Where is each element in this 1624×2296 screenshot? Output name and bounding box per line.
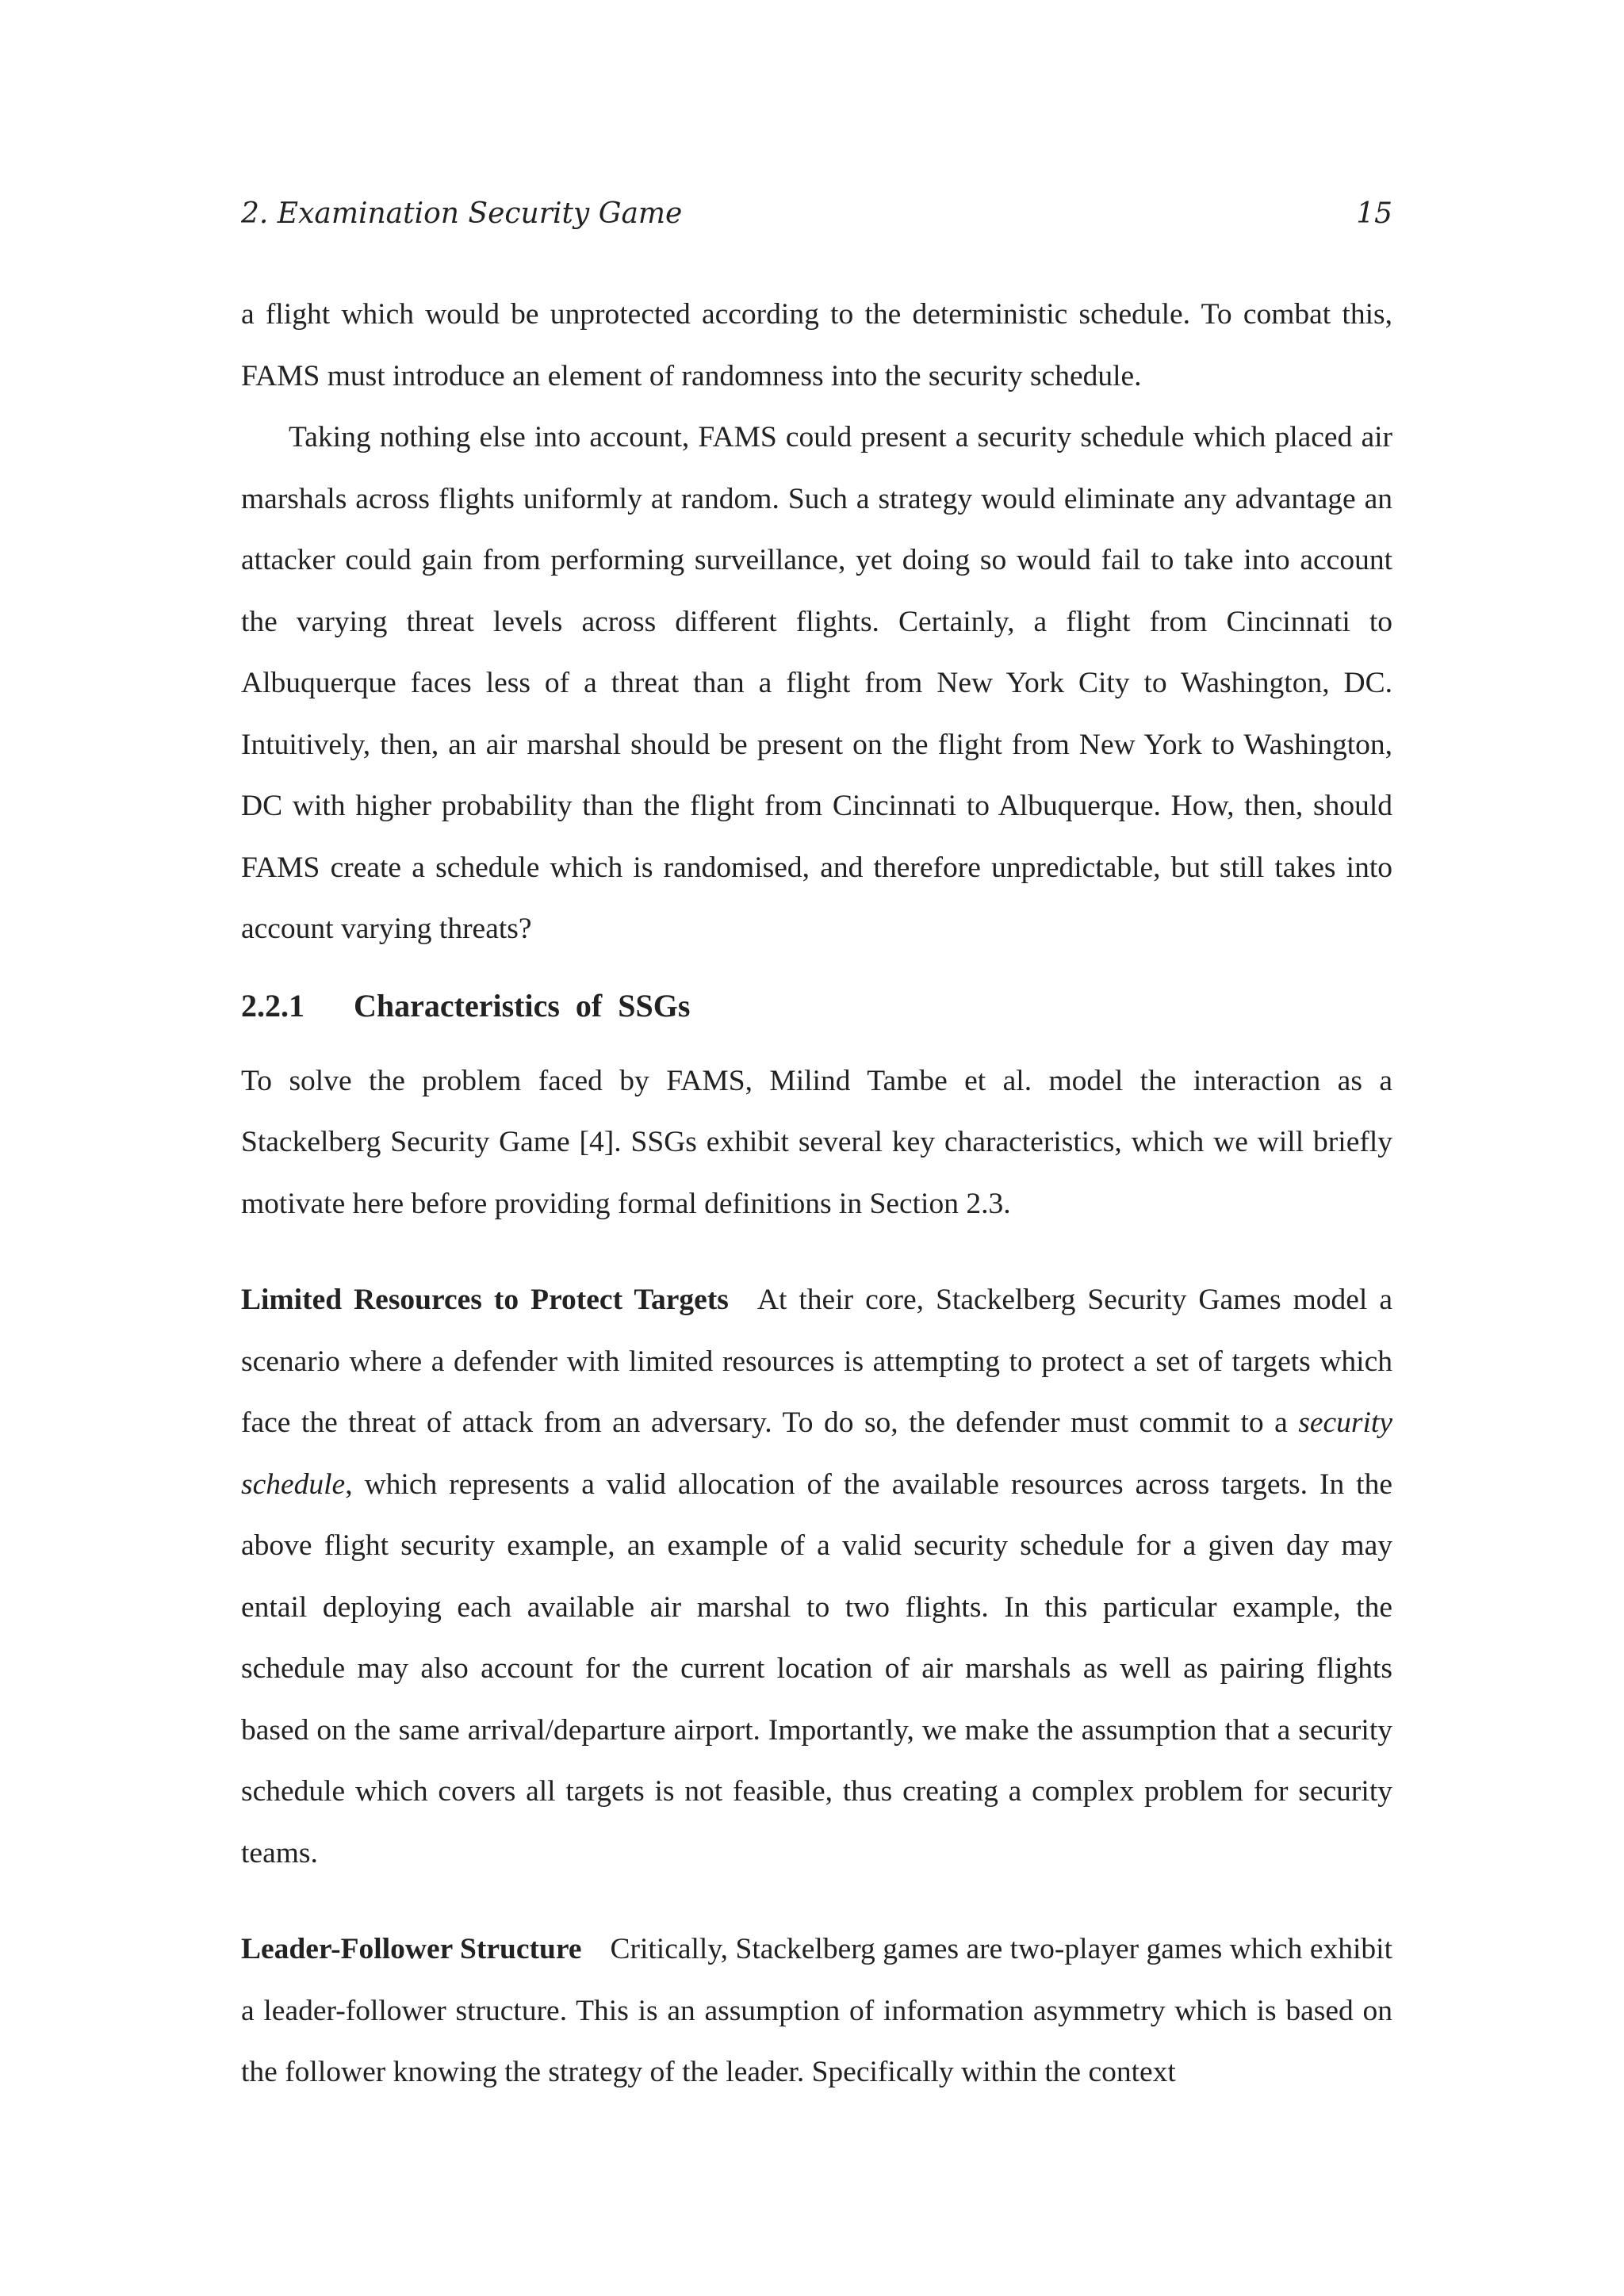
running-header [241,190,1392,238]
limited-resources-text-b: , which represents a valid allocation of the available resources across targets. In the above flight security example, an example of a valid security schedule for a given day may entail deploying each available air marshal to two flights. In this particular example, the schedule may also account for the current location of air marshals as well as pairing flights based on the same arrival/departure airport. Importantly, we make the assumption that a security schedule which covers all targets is not feasible, thus creating a complex problem for security teams. [241,1468,1392,1869]
limited-resources-heading: Limited Resources to Protect Targets [241,1284,729,1316]
page-number: 15 [1356,197,1392,230]
section-number: 2.2.1 [241,987,304,1024]
security-schedule-term: security schedule [241,1406,1392,1501]
section-title: Characteristics of SSGs [354,987,691,1024]
paragraph-ssg-intro: To solve the problem faced by FAMS, Milind Tambe et al. model the interaction as a Stackelberg Security Game [4]. SSGs exhibit several key characteristics, which we will briefly motivate here before providing formal definitions in Section 2.3. [241,1064,1392,1220]
leader-follower-text: Critically, Stackelberg games are two-player games which exhibit a leader-follower structure. This is an assumption of information asymmetry which is based on the follower knowing the strategy of the leader. Specifically within the context [241,1933,1392,2088]
section-heading [241,982,1392,1030]
paragraph-leader-follower [241,1919,1392,2103]
paragraph-limited-resources [241,1269,1392,1884]
page-content [241,190,1392,2103]
paragraph-random-schedule: Taking nothing else into account, FAMS could present a security schedule which placed air marshals across flights uniformly at random. Such a strategy would eliminate any advantage an attacker could gain from performing surveillance, yet doing so would fail to take into account the varying threat levels across different flights. Certainly, a flight from Cincinnati to Albuquerque faces less of a threat than a flight from New York City to Washington, DC. Intuitively, then, an air marshal should be present on the flight from New York to Washington, DC with higher probability than the flight from Cincinnati to Albuquerque. How, then, should FAMS create a schedule which is randomised, and therefore unpredictable, but still takes into account varying threats? [241,421,1392,945]
leader-follower-heading: Leader-Follower Structure [241,1933,582,1965]
limited-resources-text-a: At their core, Stackelberg Security Games model a scenario where a defender with limited resources is attempting to protect a set of targets which face the threat of attack from an adversary. To do so, the defender must commit to a [241,1284,1392,1439]
paragraph-continuation: a flight which would be unprotected according to the deterministic schedule. To combat this, FAMS must introduce an element of randomness into the security schedule. [241,298,1392,392]
chapter-title: 2. Examination Security Game [241,197,683,230]
